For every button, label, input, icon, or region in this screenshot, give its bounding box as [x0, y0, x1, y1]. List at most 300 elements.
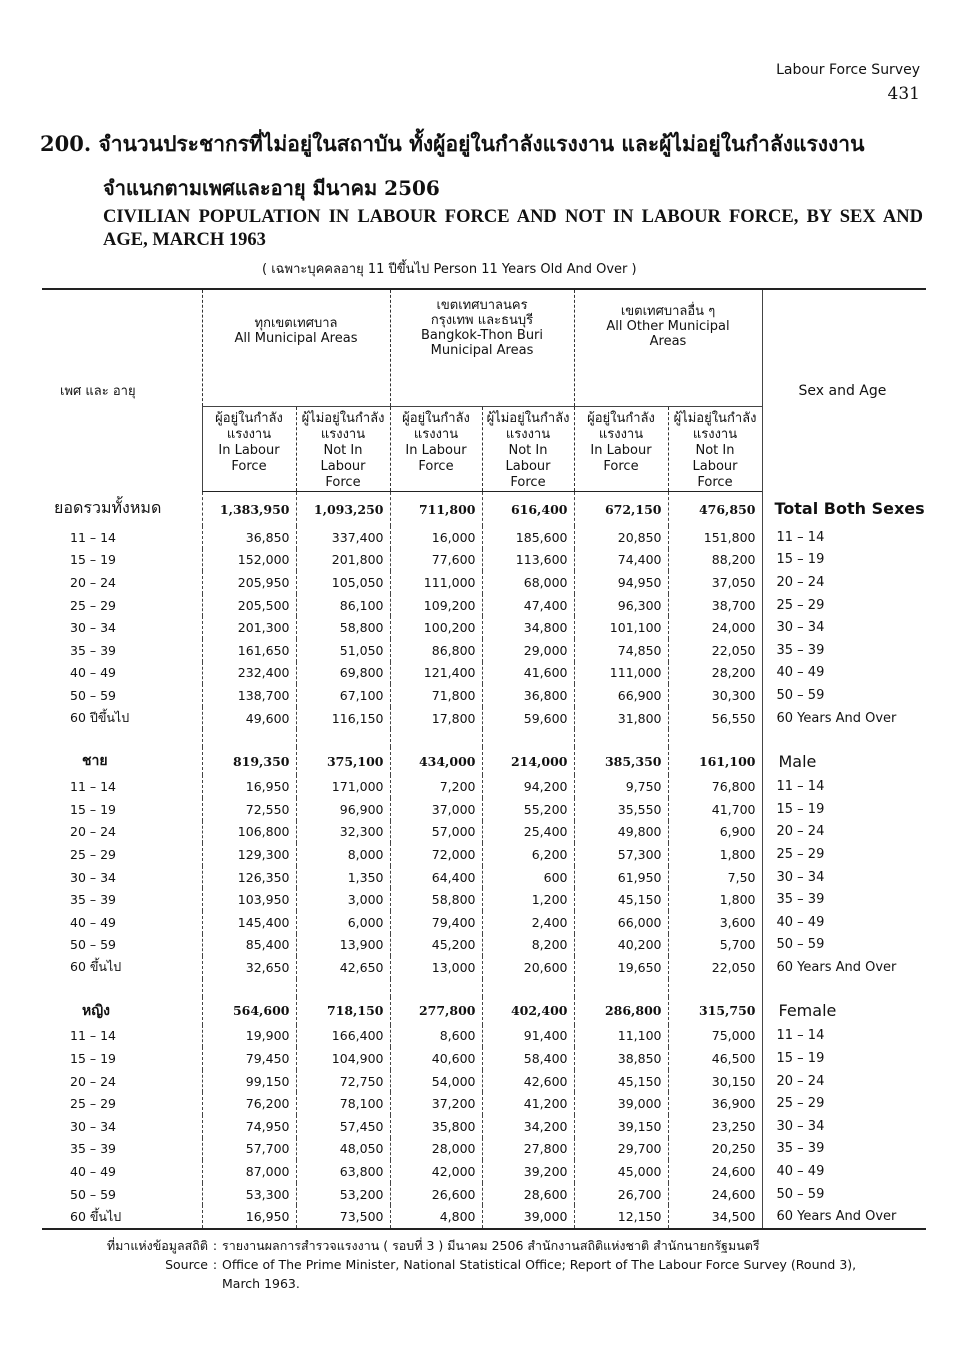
- table-cell: 111,000: [574, 662, 668, 685]
- table-cell: 67,100: [296, 684, 390, 707]
- table-cell: 24,600: [668, 1160, 762, 1183]
- table-title-thai: [40, 128, 864, 161]
- table-cell: 56,550: [668, 707, 762, 730]
- group-header-other-municipal: [574, 289, 762, 407]
- table-cell: 34,800: [482, 616, 574, 639]
- row-label-thai: 30 – 34: [70, 1118, 117, 1134]
- row-label-thai: 20 – 24: [70, 574, 117, 590]
- page-number: 431: [887, 84, 920, 104]
- row-label-english: Female: [762, 997, 926, 1025]
- row-label-thai: 30 – 34: [70, 620, 117, 636]
- table-cell: 20,850: [574, 526, 668, 549]
- row-label-english: 15 – 19: [762, 549, 926, 572]
- row-label-english: 40 – 49: [762, 662, 926, 685]
- row-label-thai: 25 – 29: [70, 846, 117, 862]
- table-cell: 55,200: [482, 798, 574, 821]
- row-label-english: 50 – 59: [762, 1183, 926, 1206]
- table-cell: 25,400: [482, 821, 574, 844]
- table-cell: 63,800: [296, 1160, 390, 1183]
- table-row: [42, 571, 926, 594]
- table-cell: 91,400: [482, 1025, 574, 1048]
- subheader-in-labour: [202, 407, 296, 492]
- subheader-not-in-labour: [296, 407, 390, 492]
- table-cell: 35,550: [574, 798, 668, 821]
- table-cell: 161,650: [202, 639, 296, 662]
- table-cell: 38,700: [668, 594, 762, 617]
- table-cell: 48,050: [296, 1138, 390, 1161]
- row-label-english: 25 – 29: [762, 594, 926, 617]
- table-row: [42, 1160, 926, 1183]
- row-label-thai: ชาย: [82, 753, 108, 770]
- row-label-english: 15 – 19: [762, 1047, 926, 1070]
- table-cell: 205,950: [202, 571, 296, 594]
- table-cell: 171,000: [296, 775, 390, 798]
- table-cell: 151,800: [668, 526, 762, 549]
- row-label-english: 50 – 59: [762, 934, 926, 957]
- table-cell: 16,950: [202, 1205, 296, 1229]
- table-row: [42, 639, 926, 662]
- sub-thai: ผู้ไม่อยู่ในกำลังแรงงาน: [301, 411, 385, 442]
- sub-english: Not In Labour Force: [505, 443, 551, 490]
- table-cell: 64,400: [390, 866, 482, 889]
- table-cell: 45,150: [574, 1070, 668, 1093]
- table-cell: 36,900: [668, 1092, 762, 1115]
- table-cell: 6,200: [482, 843, 574, 866]
- table-cell: 39,000: [574, 1092, 668, 1115]
- row-label-thai: 35 – 39: [70, 1141, 117, 1157]
- table-cell: 88,200: [668, 549, 762, 572]
- row-label-english: 15 – 19: [762, 798, 926, 821]
- table-cell: 53,300: [202, 1183, 296, 1206]
- table-cell: 54,000: [390, 1070, 482, 1093]
- table-cell: 9,750: [574, 775, 668, 798]
- sub-thai: ผู้ไม่อยู่ในกำลังแรงงาน: [486, 411, 570, 442]
- table-cell: 232,400: [202, 662, 296, 685]
- table-cell: 1,200: [482, 888, 574, 911]
- row-label-thai: 11 – 14: [70, 779, 117, 795]
- table-subtitle: ( เฉพาะบุคคลอายุ 11 ปีขึ้นไป Person 11 Years Old And Over ): [262, 262, 637, 277]
- table-cell: 28,200: [668, 662, 762, 685]
- row-label-english: 25 – 29: [762, 843, 926, 866]
- table-row: [42, 684, 926, 707]
- table-cell: 37,200: [390, 1092, 482, 1115]
- row-label-english: 25 – 29: [762, 1092, 926, 1115]
- table-cell: 76,800: [668, 775, 762, 798]
- table-cell: 22,050: [668, 956, 762, 979]
- table-row: [42, 775, 926, 798]
- group-thai: ทุกเขตเทศบาล: [254, 316, 338, 331]
- table-row: [42, 549, 926, 572]
- table-cell: 105,050: [296, 571, 390, 594]
- table-cell: 39,000: [482, 1205, 574, 1229]
- group-english: Bangkok-Thon Buri Municipal Areas: [420, 328, 544, 358]
- table-cell: 3,600: [668, 911, 762, 934]
- table-cell: 42,000: [390, 1160, 482, 1183]
- table-cell: 40,200: [574, 934, 668, 957]
- table-cell: 38,850: [574, 1047, 668, 1070]
- table-cell: 13,000: [390, 956, 482, 979]
- table-row: [42, 1183, 926, 1206]
- table-cell: 19,650: [574, 956, 668, 979]
- table-cell: 8,600: [390, 1025, 482, 1048]
- table-cell: 1,350: [296, 866, 390, 889]
- table-cell: 1,093,250: [296, 492, 390, 527]
- table-cell: 57,450: [296, 1115, 390, 1138]
- table-cell: 47,400: [482, 594, 574, 617]
- table-row: [42, 1070, 926, 1093]
- labour-force-table: [42, 288, 926, 1230]
- table-cell: 718,150: [296, 997, 390, 1025]
- table-cell: 1,800: [668, 888, 762, 911]
- table-cell: 26,700: [574, 1183, 668, 1206]
- table-cell: 20,600: [482, 956, 574, 979]
- table-cell: 66,900: [574, 684, 668, 707]
- row-label-thai: หญิง: [82, 1002, 110, 1019]
- source-text-english: Office of The Prime Minister, National Statistical Office; Report of The Labour Force Survey (Round 3),: [222, 1257, 857, 1272]
- row-label-thai: 30 – 34: [70, 869, 117, 885]
- row-label-english: 20 – 24: [762, 821, 926, 844]
- table-cell: 103,950: [202, 888, 296, 911]
- table-cell: 74,950: [202, 1115, 296, 1138]
- table-cell: 402,400: [482, 997, 574, 1025]
- table-cell: 28,600: [482, 1183, 574, 1206]
- table-cell: 42,600: [482, 1070, 574, 1093]
- table-cell: 42,650: [296, 956, 390, 979]
- table-cell: 109,200: [390, 594, 482, 617]
- row-label-english: 20 – 24: [762, 571, 926, 594]
- row-label-thai: 35 – 39: [70, 892, 117, 908]
- subheader-not-in-labour: [668, 407, 762, 492]
- table-cell: 53,200: [296, 1183, 390, 1206]
- table-title-thai-line1: จำนวนประชากรที่ไม่อยู่ในสถาบัน ทั้งผู้อยู่ในกำลังแรงงาน และผู้ไม่อยู่ในกำลังแรงงาน: [98, 131, 865, 156]
- row-label-english: Total Both Sexes: [762, 492, 926, 527]
- table-cell: 16,000: [390, 526, 482, 549]
- source-text-english-cont: March 1963.: [222, 1276, 300, 1291]
- row-label-english: 11 – 14: [762, 1025, 926, 1048]
- table-cell: 51,050: [296, 639, 390, 662]
- sub-english: Not In Labour Force: [320, 443, 366, 490]
- table-cell: 19,900: [202, 1025, 296, 1048]
- row-label-english: 50 – 59: [762, 684, 926, 707]
- row-label-english: 35 – 39: [762, 888, 926, 911]
- table-row: [42, 911, 926, 934]
- table-row: [42, 594, 926, 617]
- header-sex-age-thai: เพศ และ อายุ: [42, 289, 202, 492]
- table-cell: 96,900: [296, 798, 390, 821]
- table-cell: 72,750: [296, 1070, 390, 1093]
- table-row: [42, 1115, 926, 1138]
- table-cell: 11,100: [574, 1025, 668, 1048]
- table-cell: 4,800: [390, 1205, 482, 1229]
- row-label-thai: 50 – 59: [70, 687, 117, 703]
- table-row: [42, 1138, 926, 1161]
- table-cell: 201,300: [202, 616, 296, 639]
- sub-english: In Labour Force: [218, 443, 280, 474]
- table-cell: 616,400: [482, 492, 574, 527]
- table-cell: 185,600: [482, 526, 574, 549]
- table-cell: 30,300: [668, 684, 762, 707]
- table-cell: 94,200: [482, 775, 574, 798]
- table-cell: 79,450: [202, 1047, 296, 1070]
- subheader-in-labour: [574, 407, 668, 492]
- row-label-thai: 20 – 24: [70, 824, 117, 840]
- table-cell: 29,700: [574, 1138, 668, 1161]
- row-label-english: 35 – 39: [762, 1138, 926, 1161]
- table-cell: 58,800: [296, 616, 390, 639]
- table-cell: 69,800: [296, 662, 390, 685]
- sub-english: In Labour Force: [590, 443, 652, 474]
- table-cell: 86,800: [390, 639, 482, 662]
- group-header-all-municipal: [202, 289, 390, 407]
- table-cell: 36,850: [202, 526, 296, 549]
- table-cell: 126,350: [202, 866, 296, 889]
- table-cell: 315,750: [668, 997, 762, 1025]
- row-label-english: 20 – 24: [762, 1070, 926, 1093]
- table-row: [42, 662, 926, 685]
- table-cell: 66,000: [574, 911, 668, 934]
- group-english: All Other Municipal Areas: [606, 319, 730, 349]
- sub-thai: ผู้อยู่ในกำลังแรงงาน: [587, 411, 655, 442]
- row-label-english: 30 – 34: [762, 1115, 926, 1138]
- table-cell: 24,000: [668, 616, 762, 639]
- row-label-thai: 50 – 59: [70, 1186, 117, 1202]
- table-cell: 600: [482, 866, 574, 889]
- table-row: [42, 843, 926, 866]
- table-cell: 434,000: [390, 747, 482, 775]
- table-row: [42, 1025, 926, 1048]
- table-cell: 79,400: [390, 911, 482, 934]
- table-cell: 39,150: [574, 1115, 668, 1138]
- source-note: ที่มาแห่งข้อมูลสถิติ : รายงานผลการสำรวจแรงงาน ( รอบที่ 3 ) มีนาคม 2506 สำนักงานสถิติแห่งชาติ สำนักนายกรัฐมนตรี Source : Office of The Prime Minister, National Statistical Office; Report of The Labour Force Survey (Round 3), March 1963.: [60, 1236, 856, 1293]
- sub-english: Not In Labour Force: [692, 443, 738, 490]
- table-cell: 476,850: [668, 492, 762, 527]
- table-cell: 58,800: [390, 888, 482, 911]
- total-row: [42, 492, 926, 527]
- table-cell: 77,600: [390, 549, 482, 572]
- table-cell: 41,600: [482, 662, 574, 685]
- row-label-thai: 20 – 24: [70, 1073, 117, 1089]
- table-cell: 41,700: [668, 798, 762, 821]
- table-cell: 86,100: [296, 594, 390, 617]
- table-cell: 45,150: [574, 888, 668, 911]
- table-cell: 672,150: [574, 492, 668, 527]
- group-english: All Municipal Areas: [234, 331, 358, 346]
- table-cell: 58,400: [482, 1047, 574, 1070]
- group-thai: เขตเทศบาลนครกรุงเทพ และธนบุรี: [430, 298, 534, 328]
- table-row: [42, 934, 926, 957]
- table-cell: 286,800: [574, 997, 668, 1025]
- section-total-row: [42, 747, 926, 775]
- source-text-thai: รายงานผลการสำรวจแรงงาน ( รอบที่ 3 ) มีนาคม 2506 สำนักงานสถิติแห่งชาติ สำนักนายกรัฐมนตรี: [222, 1238, 760, 1253]
- table-cell: 34,200: [482, 1115, 574, 1138]
- source-label-english: Source: [165, 1257, 208, 1272]
- row-label-thai: 25 – 29: [70, 1096, 117, 1112]
- table-title-thai-line2: จำแนกตามเพศและอายุ มีนาคม 2506: [103, 176, 440, 200]
- table-cell: 6,900: [668, 821, 762, 844]
- table-cell: 22,050: [668, 639, 762, 662]
- table-cell: 72,000: [390, 843, 482, 866]
- table-cell: 3,000: [296, 888, 390, 911]
- table-cell: 57,300: [574, 843, 668, 866]
- table-cell: 24,600: [668, 1183, 762, 1206]
- section-total-row: [42, 997, 926, 1025]
- table-cell: 72,550: [202, 798, 296, 821]
- table-cell: 73,500: [296, 1205, 390, 1229]
- table-cell: 49,600: [202, 707, 296, 730]
- row-label-english: 60 Years And Over: [762, 1205, 926, 1229]
- row-label-english: 30 – 34: [762, 866, 926, 889]
- table-cell: 101,100: [574, 616, 668, 639]
- row-label-english: 40 – 49: [762, 911, 926, 934]
- table-row: [42, 956, 926, 979]
- table-title-english: CIVILIAN POPULATION IN LABOUR FORCE AND NOT IN LABOUR FORCE, BY SEX AND AGE, MARCH 1963: [103, 207, 923, 250]
- table-cell: 8,000: [296, 843, 390, 866]
- source-label-thai: ที่มาแห่งข้อมูลสถิติ: [106, 1238, 208, 1253]
- sub-english: In Labour Force: [405, 443, 467, 474]
- table-cell: 711,800: [390, 492, 482, 527]
- table-number: 200.: [40, 131, 92, 156]
- table-cell: 5,700: [668, 934, 762, 957]
- table-cell: 75,000: [668, 1025, 762, 1048]
- table-cell: 121,400: [390, 662, 482, 685]
- row-label-thai: ยอดรวมทั้งหมด: [54, 498, 162, 518]
- table-cell: 100,200: [390, 616, 482, 639]
- series-title: Labour Force Survey: [776, 62, 920, 78]
- table-cell: 129,300: [202, 843, 296, 866]
- table-cell: 85,400: [202, 934, 296, 957]
- table-row: [42, 616, 926, 639]
- table-cell: 104,900: [296, 1047, 390, 1070]
- row-label-thai: 35 – 39: [70, 642, 117, 658]
- table-cell: 13,900: [296, 934, 390, 957]
- table-cell: 31,800: [574, 707, 668, 730]
- table-cell: 8,200: [482, 934, 574, 957]
- table-cell: 28,000: [390, 1138, 482, 1161]
- table-row: [42, 707, 926, 730]
- table-cell: 99,150: [202, 1070, 296, 1093]
- table-cell: 35,800: [390, 1115, 482, 1138]
- table-cell: 29,000: [482, 639, 574, 662]
- table-cell: 7,50: [668, 866, 762, 889]
- table-cell: 23,250: [668, 1115, 762, 1138]
- table-cell: 1,383,950: [202, 492, 296, 527]
- table-cell: 40,600: [390, 1047, 482, 1070]
- row-label-thai: 40 – 49: [70, 665, 117, 681]
- table-cell: 46,500: [668, 1047, 762, 1070]
- row-label-english: 60 Years And Over: [762, 956, 926, 979]
- row-label-thai: 11 – 14: [70, 1028, 117, 1044]
- table-cell: 59,600: [482, 707, 574, 730]
- table-cell: 71,800: [390, 684, 482, 707]
- table-row: [42, 1047, 926, 1070]
- table-cell: 819,350: [202, 747, 296, 775]
- table-cell: 106,800: [202, 821, 296, 844]
- table-cell: 166,400: [296, 1025, 390, 1048]
- table-cell: 45,000: [574, 1160, 668, 1183]
- table-cell: 45,200: [390, 934, 482, 957]
- table-cell: 2,400: [482, 911, 574, 934]
- row-label-thai: 15 – 19: [70, 801, 117, 817]
- subheader-in-labour: [390, 407, 482, 492]
- table-cell: 7,200: [390, 775, 482, 798]
- table-cell: 111,000: [390, 571, 482, 594]
- table-cell: 41,200: [482, 1092, 574, 1115]
- row-label-thai: 40 – 49: [70, 914, 117, 930]
- row-label-english: 40 – 49: [762, 1160, 926, 1183]
- row-label-english: 11 – 14: [762, 775, 926, 798]
- table-cell: 76,200: [202, 1092, 296, 1115]
- sub-thai: ผู้ไม่อยู่ในกำลังแรงงาน: [673, 411, 757, 442]
- table-cell: 16,950: [202, 775, 296, 798]
- table-cell: 74,850: [574, 639, 668, 662]
- table-cell: 214,000: [482, 747, 574, 775]
- table-cell: 138,700: [202, 684, 296, 707]
- table-row: [42, 798, 926, 821]
- row-label-thai: 40 – 49: [70, 1164, 117, 1180]
- table-cell: 74,400: [574, 549, 668, 572]
- table-cell: 27,800: [482, 1138, 574, 1161]
- table-cell: 49,800: [574, 821, 668, 844]
- row-label-english: 11 – 14: [762, 526, 926, 549]
- table-cell: 1,800: [668, 843, 762, 866]
- table-cell: 32,650: [202, 956, 296, 979]
- row-label-thai: 60 ปีขึ้นไป: [70, 710, 130, 726]
- table-cell: 96,300: [574, 594, 668, 617]
- table-cell: 57,000: [390, 821, 482, 844]
- table-cell: 57,700: [202, 1138, 296, 1161]
- row-label-thai: 15 – 19: [70, 1051, 117, 1067]
- table-cell: 6,000: [296, 911, 390, 934]
- table-cell: 61,950: [574, 866, 668, 889]
- table-cell: 34,500: [668, 1205, 762, 1229]
- sub-thai: ผู้อยู่ในกำลังแรงงาน: [215, 411, 283, 442]
- table-cell: 116,150: [296, 707, 390, 730]
- table-cell: 385,350: [574, 747, 668, 775]
- row-label-thai: 60 ขึ้นไป: [42, 1205, 202, 1229]
- table-cell: 26,600: [390, 1183, 482, 1206]
- table-cell: 78,100: [296, 1092, 390, 1115]
- table-cell: 68,000: [482, 571, 574, 594]
- header-sex-age-english: Sex and Age: [762, 289, 926, 492]
- table-row: [42, 1205, 926, 1229]
- table-cell: 39,200: [482, 1160, 574, 1183]
- table-row: [42, 866, 926, 889]
- row-label-thai: 50 – 59: [70, 937, 117, 953]
- table-cell: 87,000: [202, 1160, 296, 1183]
- table-cell: 337,400: [296, 526, 390, 549]
- table-cell: 113,600: [482, 549, 574, 572]
- table-cell: 20,250: [668, 1138, 762, 1161]
- table-cell: 145,400: [202, 911, 296, 934]
- group-header-bangkok: [390, 289, 574, 407]
- group-thai: เขตเทศบาลอื่น ๆ: [620, 304, 716, 319]
- table-cell: 277,800: [390, 997, 482, 1025]
- row-label-thai: 60 ขึ้นไป: [70, 959, 122, 975]
- sub-thai: ผู้อยู่ในกำลังแรงงาน: [402, 411, 470, 442]
- table-row: [42, 888, 926, 911]
- table-row: [42, 1092, 926, 1115]
- table-cell: 201,800: [296, 549, 390, 572]
- table-row: [42, 821, 926, 844]
- row-label-thai: 25 – 29: [70, 597, 117, 613]
- table-cell: 152,000: [202, 549, 296, 572]
- row-label-english: 35 – 39: [762, 639, 926, 662]
- table-cell: 12,150: [574, 1205, 668, 1229]
- table-cell: 37,000: [390, 798, 482, 821]
- running-header: [776, 58, 920, 106]
- subheader-not-in-labour: [482, 407, 574, 492]
- table-cell: 205,500: [202, 594, 296, 617]
